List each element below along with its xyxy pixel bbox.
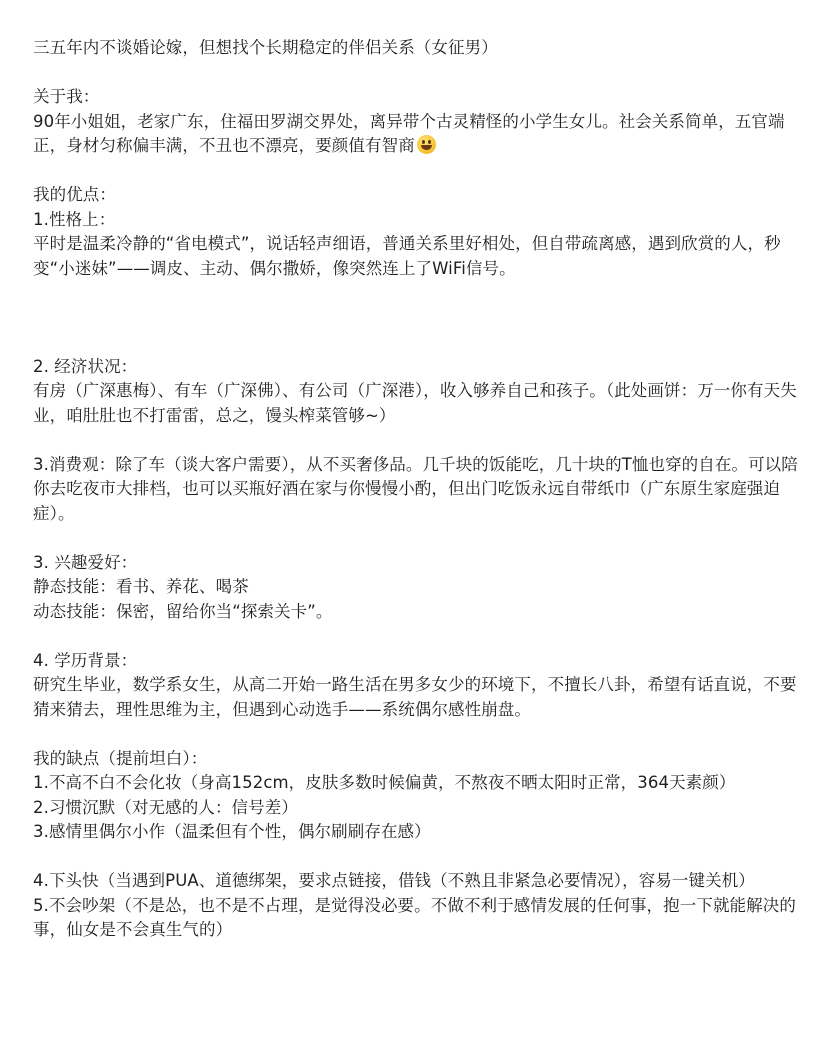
post-title: 三五年内不谈婚论嫁，但想找个长期稳定的伴侣关系（女征男） [33, 38, 498, 57]
about-heading: 关于我： [33, 87, 100, 106]
economy-text: 有房（广深惠梅）、有车（广深佛）、有公司（广深港），收入够养自己和孩子。（此处画饼：万一你有天失业，咱肚肚也不打雷雷，总之，馒头榨菜管够~） [33, 381, 797, 425]
weakness-item: 5.不会吵架（不是怂，也不是不占理，是觉得没必要。不做不利于感情发展的任何事，抱一下就能解决的事，仙女是不会真生气的） [33, 895, 796, 939]
weaknesses-heading: 我的缺点（提前坦白）： [33, 748, 208, 768]
education-heading: 4. 学历背景： [33, 650, 138, 670]
hobbies-dynamic: 动态技能：保密，留给你当“探索关卡”。 [33, 601, 333, 621]
hobbies-heading: 3. 兴趣爱好： [33, 552, 138, 572]
strengths-heading: 我的优点： [33, 185, 116, 204]
weakness-item: 3.感情里偶尔小作（温柔但有个性，偶尔刷刷存在感） [33, 822, 431, 841]
document-body [33, 36, 803, 943]
about-text [33, 110, 803, 159]
grinning-face-icon [417, 135, 436, 154]
about-line: 90年小姐姐，老家广东，住福田罗湖交界处，离异带个古灵精怪的小学生女儿。社会关系简单，五官端正，身材匀称偏丰满，不丑也不漂亮，要颜值有智商 [33, 111, 785, 155]
economy-heading: 2. 经济状况： [33, 356, 138, 376]
weakness-item: 1.不高不白不会化妆（身高152cm，皮肤多数时候偏黄，不熬夜不晒太阳时正常，364天素颜） [33, 773, 736, 792]
personality-heading: 1.性格上： [33, 209, 116, 229]
weakness-item: 2.习惯沉默（对无感的人：信号差） [33, 797, 298, 817]
education-text: 研究生毕业，数学系女生，从高二开始一路生活在男多女少的环境下，不擅长八卦，希望有话直说，不要猜来猜去，理性思维为主，但遇到心动选手——系统偶尔感性崩盘。 [33, 675, 797, 719]
personality-text: 平时是温柔冷静的“省电模式”，说话轻声细语，普通关系里好相处，但自带疏离感，遇到欣赏的人，秒变“小迷妹”——调皮、主动、偶尔撒娇，像突然连上了WiFi信号。 [33, 234, 781, 278]
consumption-text: 3.消费观：除了车（谈大客户需要），从不买奢侈品。几千块的饭能吃，几十块的T恤也穿的自在。可以陪你去吃夜市大排档，也可以买瓶好酒在家与你慢慢小酌，但出门吃饭永远自带纸巾（广东原生家庭强迫症）。 [33, 454, 798, 523]
hobbies-static: 静态技能：看书、养花、喝茶 [33, 577, 249, 596]
weakness-item: 4.下头快（当遇到PUA、道德绑架，要求点链接，借钱（不熟且非紧急必要情况），容易一键关机） [33, 871, 755, 890]
